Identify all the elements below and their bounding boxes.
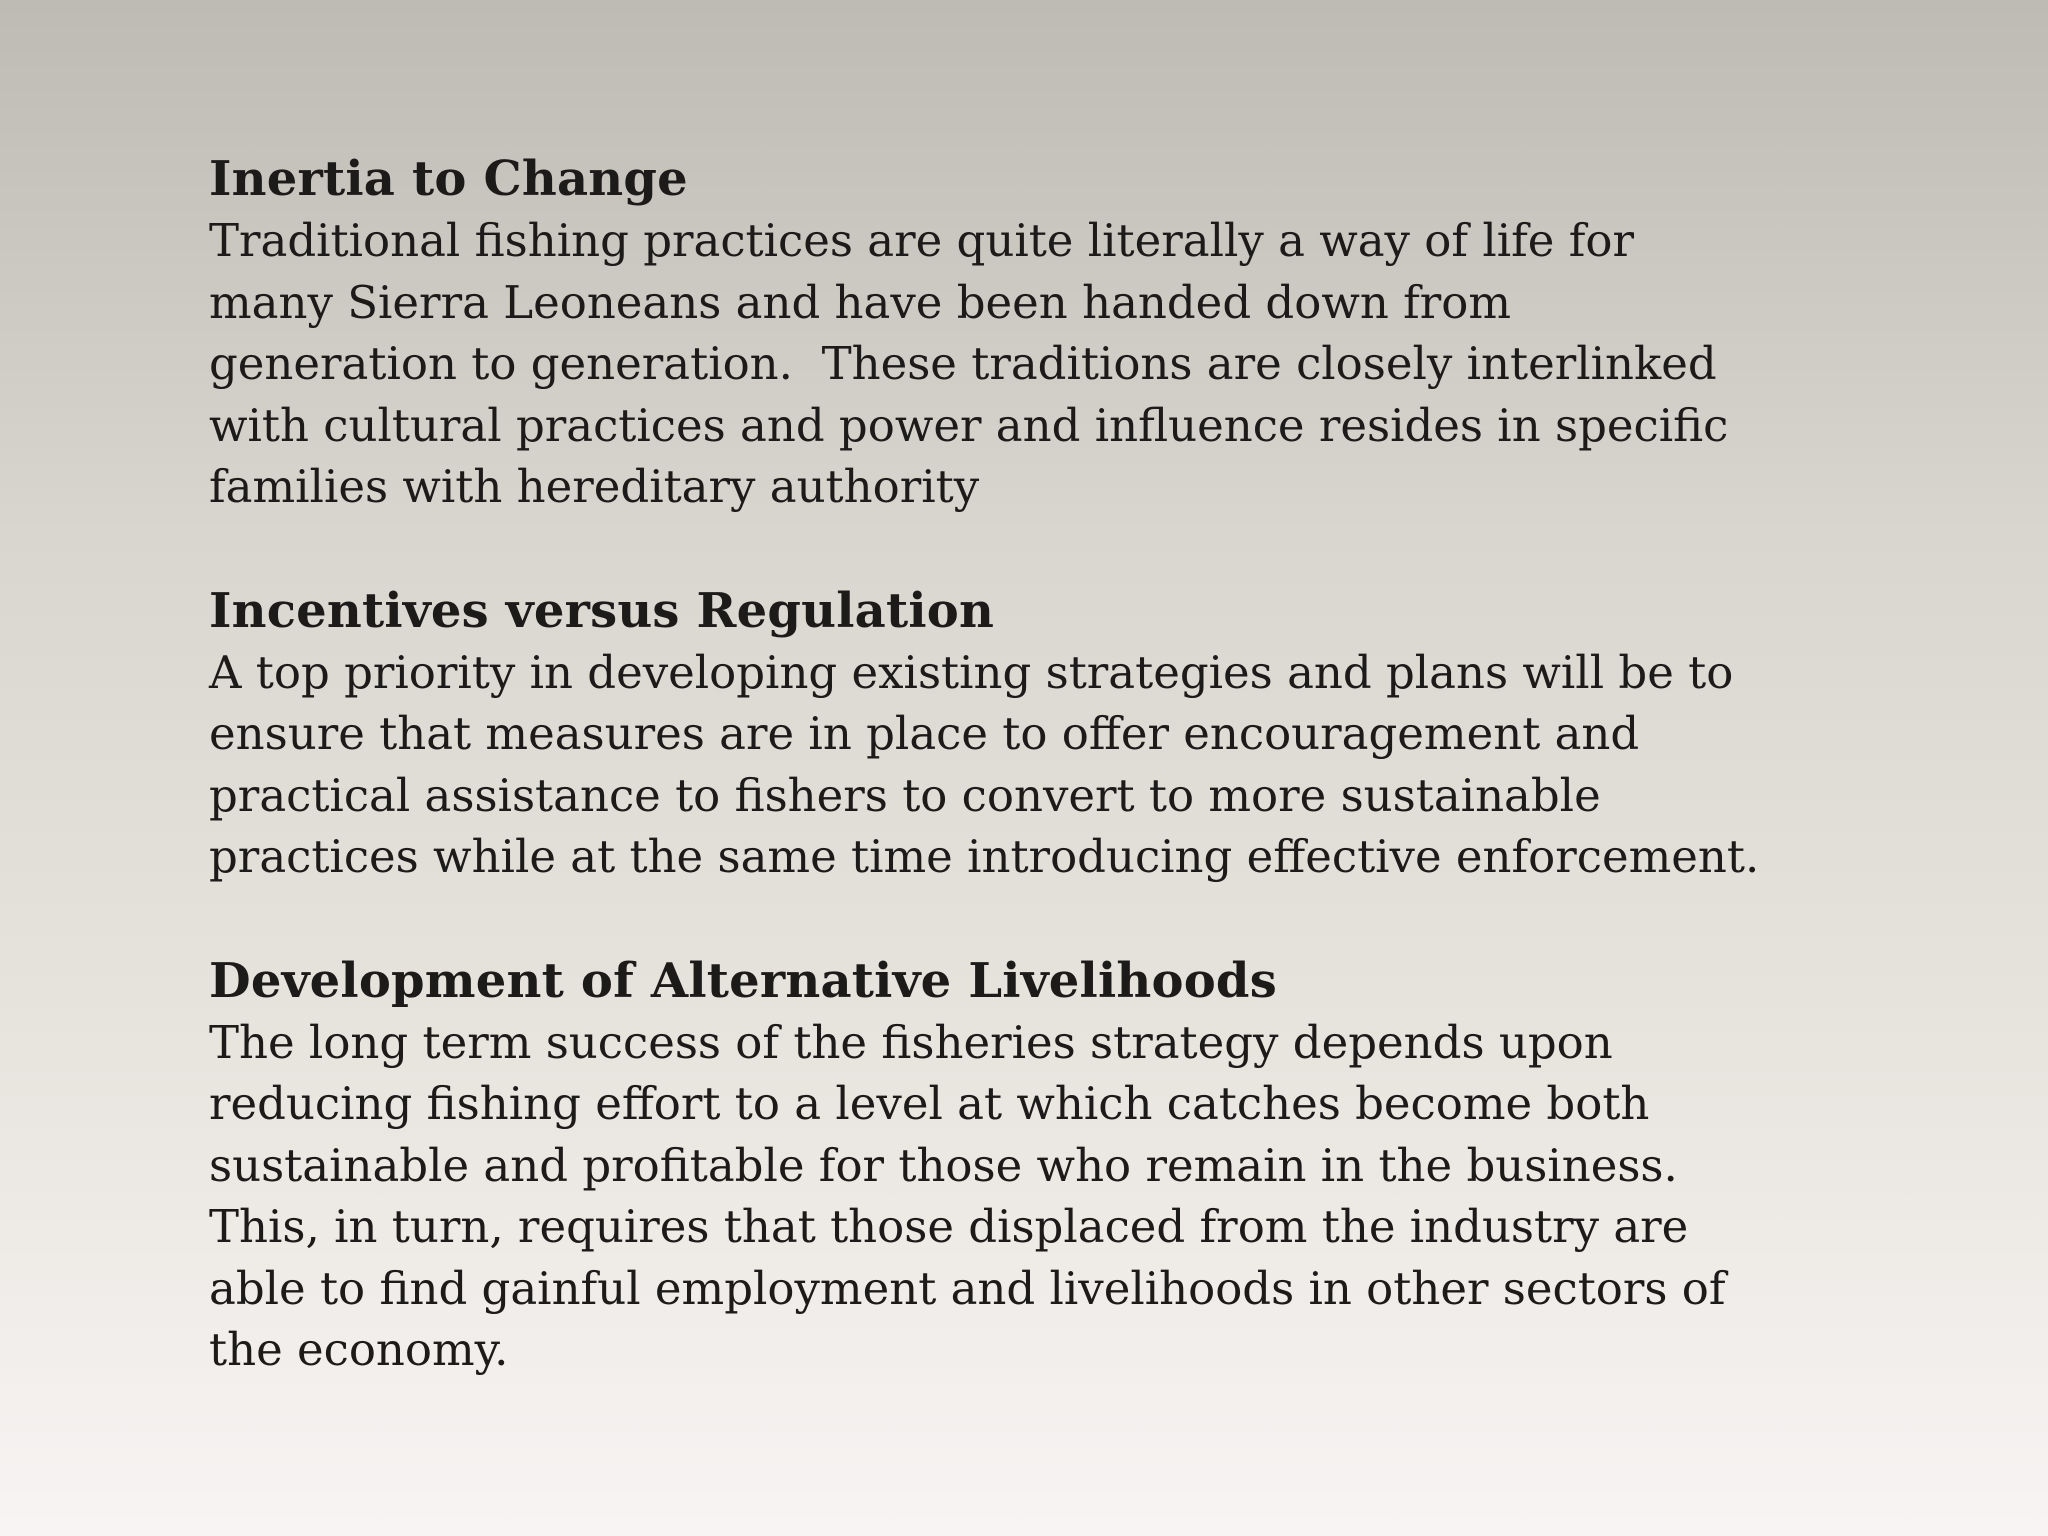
- slide-text-body: [209, 148, 1909, 1381]
- paragraph-line: sustainable and profitable for those who remain in the business.: [209, 1138, 1678, 1192]
- section-inertia-to-change: [209, 148, 1909, 518]
- paragraph-line: many Sierra Leoneans and have been handed down from: [209, 275, 1512, 329]
- paragraph-line: generation to generation. These traditions are closely interlinked: [209, 337, 1717, 390]
- section-incentives-versus-regulation: [209, 580, 1909, 888]
- paragraph-line: This, in turn, requires that those displaced from the industry are: [209, 1200, 1689, 1253]
- paragraph-line: with cultural practices and power and influence resides in specific: [209, 398, 1729, 452]
- paragraph-line: practices while at the same time introducing effective enforcement.: [209, 830, 1760, 883]
- section-heading: Development of Alternative Livelihoods: [209, 952, 1277, 1009]
- paragraph-line: families with hereditary authority: [209, 460, 980, 513]
- section-heading: Incentives versus Regulation: [209, 582, 995, 639]
- paragraph-line: reducing fishing effort to a level at which catches become both: [209, 1077, 1650, 1130]
- paragraph-line: the economy.: [209, 1323, 509, 1376]
- section-heading: Inertia to Change: [209, 151, 688, 207]
- section-alternative-livelihoods: [209, 950, 1909, 1381]
- paragraph-line: Traditional fishing practices are quite literally a way of life for: [209, 214, 1634, 267]
- paragraph-line: practical assistance to fishers to convert to more sustainable: [209, 768, 1601, 822]
- paragraph-line: The long term success of the fisheries strategy depends upon: [209, 1015, 1613, 1069]
- paragraph-line: able to find gainful employment and livelihoods in other sectors of: [209, 1261, 1726, 1315]
- paragraph-line: ensure that measures are in place to offer encouragement and: [209, 707, 1640, 760]
- paragraph-line: A top priority in developing existing strategies and plans will be to: [209, 645, 1734, 699]
